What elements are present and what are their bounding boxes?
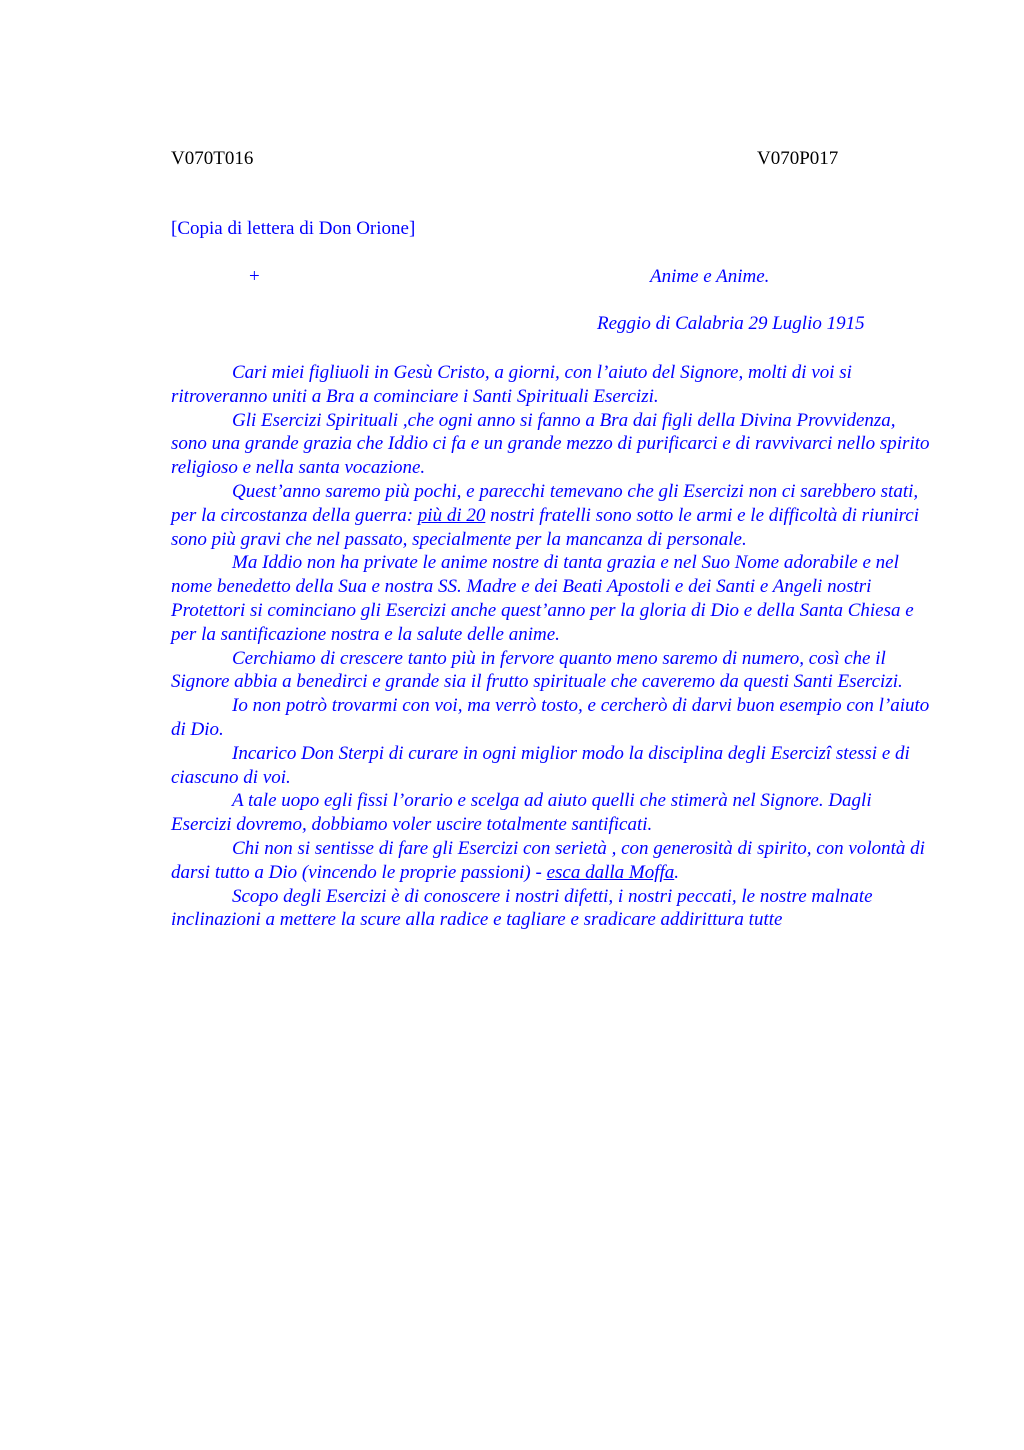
- paragraph-4: Ma Iddio non ha private le anime nostre di tanta grazia e nel Suo Nome adorabile e nel nome benedetto della Sua e nostra SS. Madre e dei Beati Apostoli e dei Santi e Angeli nostri Protettori si cominciano gli Esercizi anche quest’anno per la gloria di Dio e della Santa Chiesa e per la santificazione nostra e la salute delle anime.: [171, 552, 914, 645]
- paragraph-3: [171, 480, 931, 551]
- letter-heading: [Copia di lettera di Don Orione]: [171, 218, 416, 239]
- paragraph-3-before: Quest’anno saremo più pochi, e parecchi temevano che gli Esercizi non ci sarebbero stati, per la circostanza della guerra:: [171, 480, 919, 526]
- underlined-phrase-esca-dalla-moffa: esca dalla Moffa: [546, 861, 675, 883]
- paragraph-9: [171, 837, 931, 885]
- paragraph-6: Io non potrò trovarmi con voi, ma verrò tosto, e cercherò di darvi buon esempio con l’aiuto di Dio.: [171, 695, 930, 740]
- paragraph-1: Cari miei figliuoli in Gesù Cristo, a giorni, con l’aiuto del Signore, molti di voi si ritroveranno uniti a Bra a cominciare i Santi Spirituali Esercizi.: [171, 362, 852, 407]
- motto: Anime e Anime.: [650, 266, 770, 287]
- paragraph-2: Gli Esercizi Spirituali ,che ogni anno si fanno a Bra dai figli della Divina Provvidenza, sono una grande grazia che Iddio ci fa e un grande mezzo di purificarci e di ravvivarci nello spirito religioso e nella santa vocazione.: [171, 409, 930, 479]
- paragraph-5: Cerchiamo di crescere tanto più in fervore quanto meno saremo di numero, così che il Signore abbia a benedirci e grande sia il frutto spirituale che caveremo da questi Santi Esercizi.: [171, 647, 903, 693]
- place-date-line: Reggio di Calabria 29 Luglio 1915: [597, 313, 865, 334]
- paragraph-3-after: nostri fratelli sono sotto le armi e le difficoltà di riunirci sono più gravi che nel passato, specialmente per la mancanza di personale.: [171, 504, 920, 550]
- paragraph-9-before: Chi non si sentisse di fare gli Esercizi con serietà , con generosità di spirito, con volontà di darsi tutto a Dio (vincendo le proprie passioni) -: [171, 837, 925, 883]
- paragraph-9-after: .: [674, 861, 680, 883]
- paragraph-8: A tale uopo egli fissi l’orario e scelga ad aiuto quelli che stimerà nel Signore. Dagli Esercizi dovremo, dobbiamo voler uscire totalmente santificati.: [171, 790, 872, 836]
- paragraph-10: Scopo degli Esercizi è di conoscere i nostri difetti, i nostri peccati, le nostre malnate inclinazioni a mettere la scure alla radice e tagliare e sradicare addirittura tutte: [171, 885, 873, 931]
- paragraph-7: Incarico Don Sterpi di curare in ogni miglior modo la disciplina degli Esercizî stessi e di ciascuno di voi.: [171, 742, 910, 788]
- document-code-right: V070P017: [757, 148, 839, 169]
- document-code-left: V070T016: [171, 148, 254, 169]
- letter-body: [171, 361, 931, 932]
- underlined-phrase-piu-di-20: più di 20: [417, 504, 486, 526]
- cross-symbol: +: [249, 266, 260, 287]
